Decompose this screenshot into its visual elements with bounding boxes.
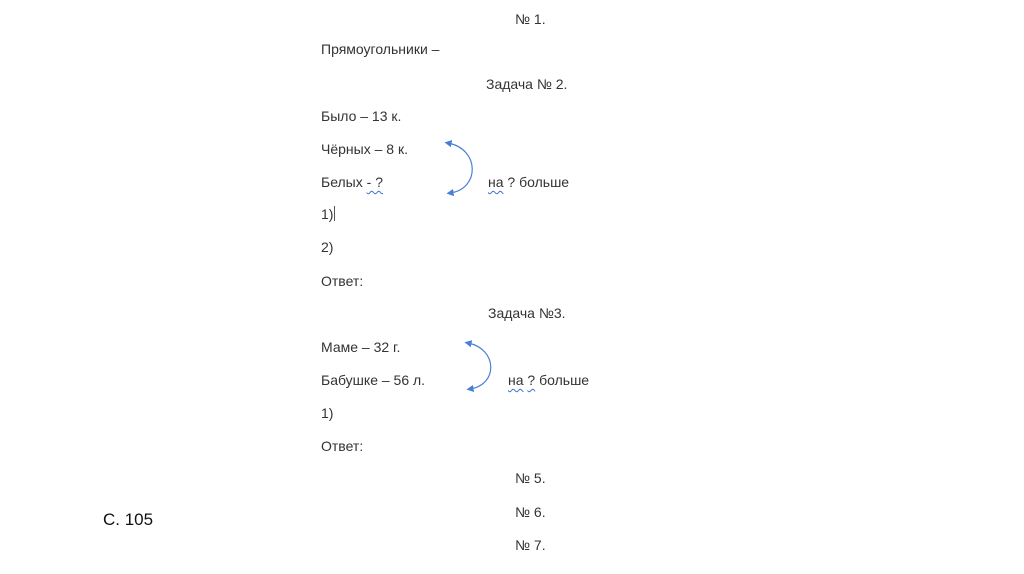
task-3-comparison-arrow [458, 337, 498, 395]
exercise-7-heading: № 7. [515, 537, 546, 553]
task-2-white-value: - ? [366, 174, 383, 190]
task-2-compare-prefix: на [488, 174, 504, 190]
task-3-compare-suffix: больше [539, 372, 590, 388]
task-3-step-1: 1) [321, 405, 334, 421]
task-2-compare [488, 173, 569, 191]
task-3-compare-question: ? [527, 372, 536, 388]
task-2-title: Задача № 2. [486, 76, 568, 92]
task-2-was: Было – 13 к. [321, 108, 402, 124]
exercise-1-heading: № 1. [515, 11, 546, 27]
task-3-answer: Ответ: [321, 438, 364, 454]
task-2-white [321, 173, 383, 191]
task-2-white-label: Белых [321, 174, 363, 190]
task-2-step-1-label: 1) [321, 206, 334, 222]
task-2-compare-suffix: больше [519, 174, 570, 190]
task-2-comparison-arrow [440, 137, 480, 199]
task-2-compare-question: ? [507, 174, 516, 190]
task-2-step-1 [321, 205, 335, 223]
task-3-grandma: Бабушке – 56 л. [321, 372, 426, 388]
task-3-title: Задача №3. [488, 305, 566, 321]
page-reference: С. 105 [103, 510, 154, 529]
task-3-mom: Маме – 32 г. [321, 339, 401, 355]
task-2-black: Чёрных – 8 к. [321, 141, 408, 157]
task-3-compare [508, 371, 589, 389]
task-3-compare-prefix: на [508, 372, 524, 388]
rectangles-line: Прямоугольники – [321, 41, 440, 57]
task-2-answer: Ответ: [321, 273, 364, 289]
text-cursor [334, 206, 335, 221]
exercise-5-heading: № 5. [515, 470, 546, 486]
exercise-6-heading: № 6. [515, 504, 546, 520]
task-2-step-2: 2) [321, 239, 334, 255]
